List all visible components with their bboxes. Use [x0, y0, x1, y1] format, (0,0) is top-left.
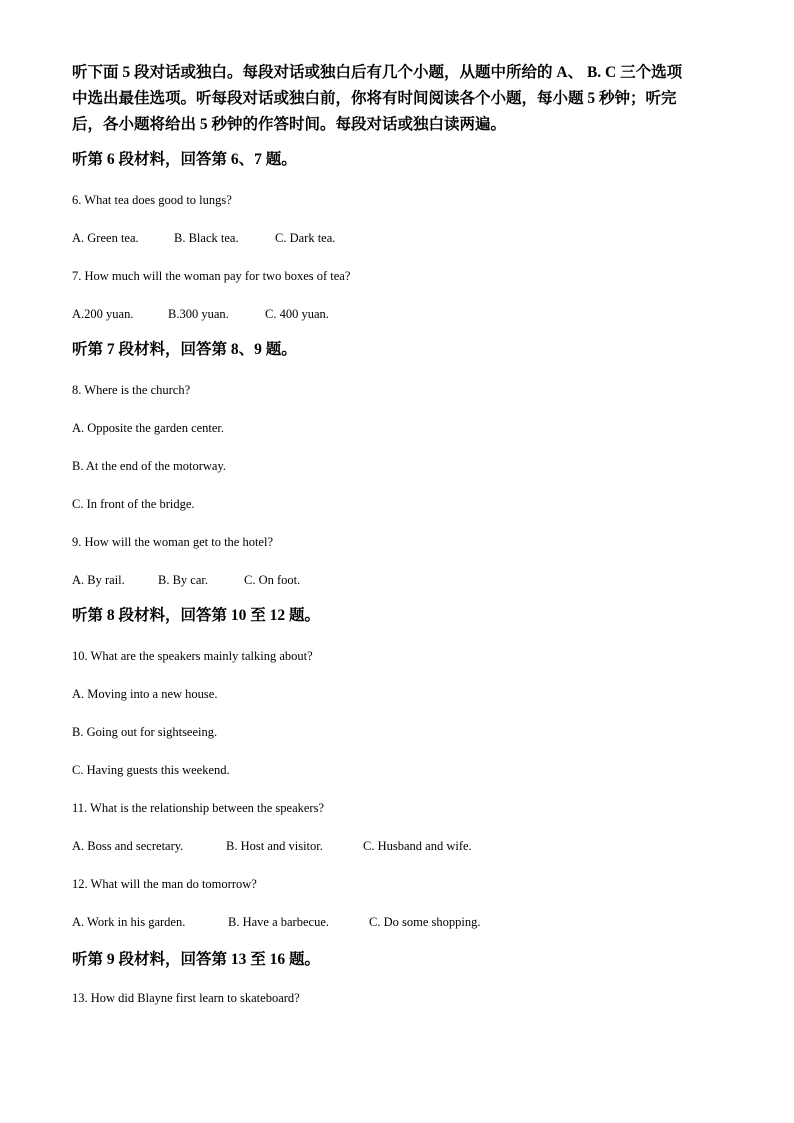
options-row [72, 572, 300, 588]
question-text: 12. What will the man do tomorrow? [72, 877, 257, 891]
question-text: 11. What is the relationship between the speakers? [72, 801, 325, 815]
instructions-line: 中选出最佳选项。听每段对话或独白前，你将有时间阅读各个小题，每小题 5 秒钟；听完 [72, 90, 677, 107]
instructions-line: 听下面 5 段对话或独白。每段对话或独白后有几个小题，从题中所给的 A、 B. C 三个选项 [72, 64, 683, 81]
option: B. Black tea. [174, 231, 239, 245]
section-heading: 听第 8 段材料，回答第 10 至 12 题。 [72, 607, 321, 624]
options-row [72, 838, 472, 854]
question-text: 10. What are the speakers mainly talking about? [72, 649, 313, 663]
option: C. Having guests this weekend. [72, 763, 230, 777]
option: A.200 yuan. [72, 307, 134, 321]
options-row [72, 230, 335, 246]
option: C. Do some shopping. [369, 915, 481, 929]
option: C. Dark tea. [275, 231, 336, 245]
option: A. Opposite the garden center. [72, 421, 225, 435]
option: A. Moving into a new house. [72, 687, 218, 701]
option: C. Husband and wife. [363, 839, 472, 853]
option: B. Going out for sightseeing. [72, 725, 218, 739]
instructions [72, 60, 722, 138]
option: B. Have a barbecue. [228, 915, 329, 929]
option: A. Work in his garden. [72, 915, 186, 929]
option: A. Green tea. [72, 231, 139, 245]
question-text: 8. Where is the church? [72, 383, 191, 397]
question-text: 9. How will the woman get to the hotel? [72, 535, 274, 549]
option: B.300 yuan. [168, 307, 229, 321]
option: B. By car. [158, 573, 208, 587]
instructions-line: 后，各小题将给出 5 秒钟的作答时间。每段对话或独白读两遍。 [72, 116, 507, 133]
question-text: 6. What tea does good to lungs? [72, 193, 232, 207]
section-heading: 听第 6 段材料，回答第 6、7 题。 [72, 151, 297, 168]
option: B. At the end of the motorway. [72, 459, 227, 473]
option: A. By rail. [72, 573, 125, 587]
question-text: 7. How much will the woman pay for two boxes of tea? [72, 269, 351, 283]
option: A. Boss and secretary. [72, 839, 184, 853]
section-heading: 听第 7 段材料，回答第 8、9 题。 [72, 341, 297, 358]
option: C. 400 yuan. [265, 307, 329, 321]
option: C. In front of the bridge. [72, 497, 195, 511]
options-row [72, 914, 480, 930]
option: C. On foot. [244, 573, 301, 587]
option: B. Host and visitor. [226, 839, 323, 853]
section-heading: 听第 9 段材料，回答第 13 至 16 题。 [72, 951, 321, 968]
question-text: 13. How did Blayne first learn to skateboard? [72, 991, 300, 1005]
options-row [72, 306, 329, 322]
